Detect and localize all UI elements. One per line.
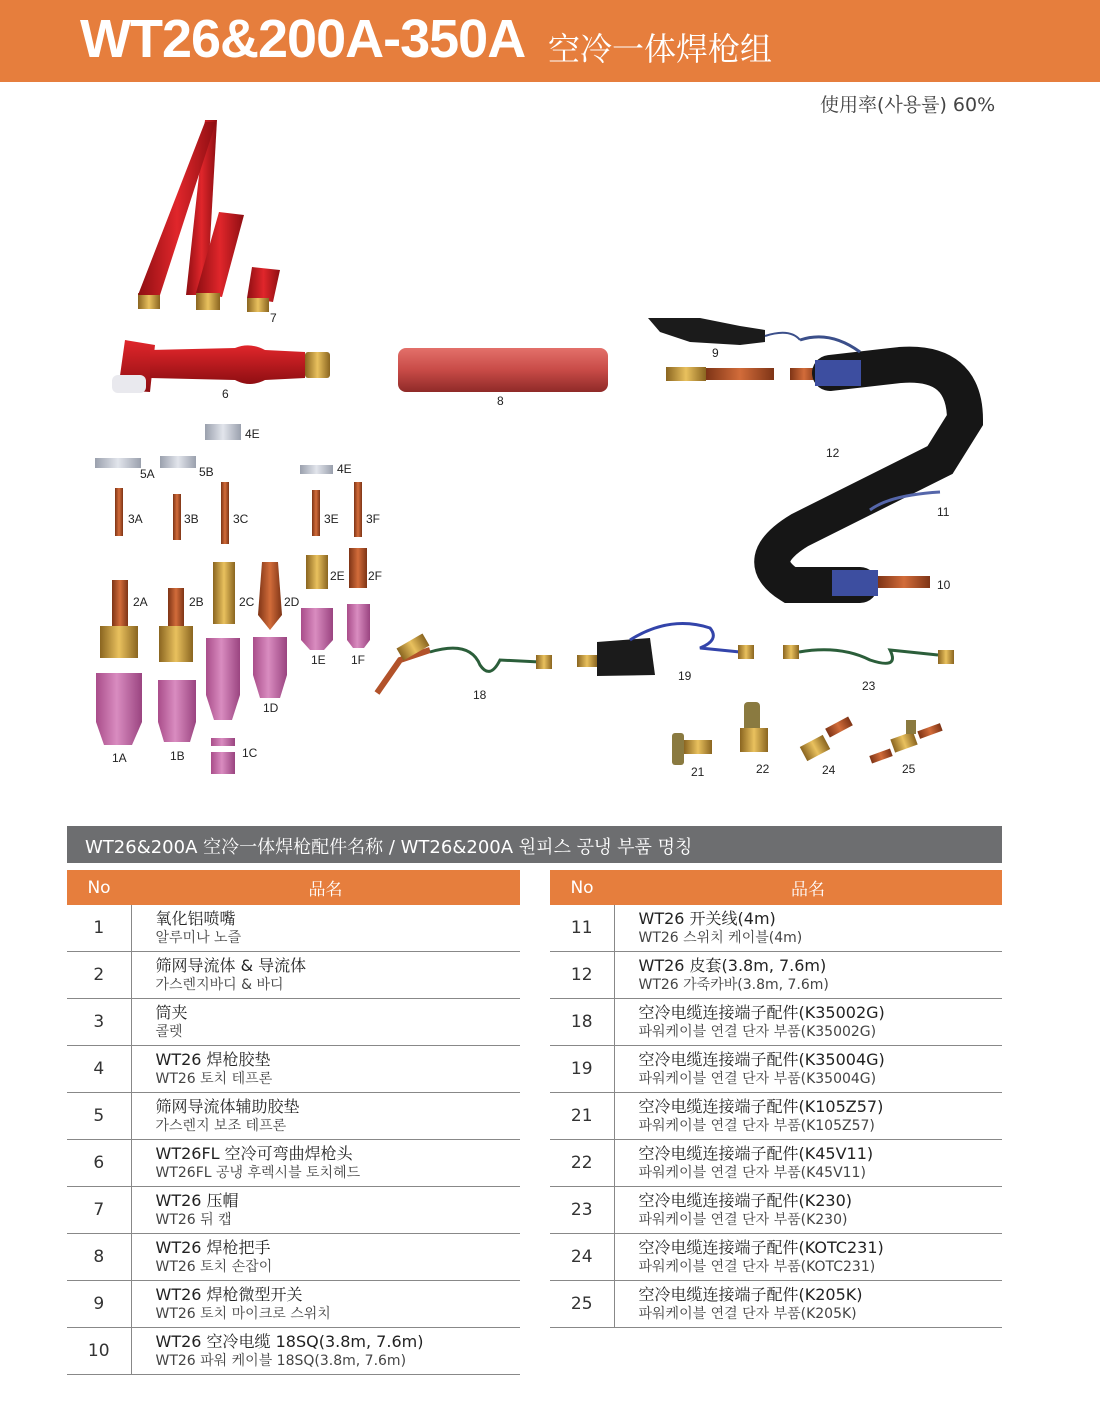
nozzle-1a — [96, 673, 142, 745]
part-number: 3 — [67, 999, 131, 1046]
part-number: 9 — [67, 1281, 131, 1328]
part-name-cell — [614, 1281, 1002, 1328]
part-name-korean: WT26 토치 마이크로 스위치 — [155, 1306, 331, 1322]
part-name-chinese: WT26 皮套(3.8m, 7.6m) — [638, 956, 827, 975]
gasket-4e-top — [205, 424, 241, 440]
part-name-korean: 파워케이블 연결 단자 부품(K35004G) — [638, 1071, 877, 1087]
part-name-cell — [614, 952, 1002, 999]
nozzle-1e — [301, 608, 333, 650]
part-name-korean: 파워케이블 연결 단자 부품(K205K) — [638, 1306, 857, 1322]
title-sub: 空冷一体焊枪组 — [548, 30, 773, 68]
part-number: 1 — [67, 905, 131, 952]
table-header-row — [67, 870, 520, 905]
part-number: 8 — [67, 1234, 131, 1281]
table-row — [550, 999, 1002, 1046]
label-23: 23 — [862, 679, 876, 693]
body-2e — [306, 555, 328, 589]
part-name-chinese: WT26 焊枪微型开关 — [155, 1285, 303, 1304]
label-12: 12 — [826, 446, 840, 460]
part-name-korean: 파워케이블 연결 단자 부품(K45V11) — [638, 1165, 866, 1181]
part-name-korean: WT26 뒤 캡 — [155, 1212, 232, 1228]
part-name-korean: WT26 파워 케이블 18SQ(3.8m, 7.6m) — [155, 1353, 407, 1369]
table-row — [550, 905, 1002, 952]
label-25: 25 — [902, 762, 916, 776]
label-1f: 1F — [351, 653, 366, 667]
label-3c: 3C — [233, 512, 249, 526]
connector-k105z57 — [672, 733, 712, 765]
label-3b: 3B — [184, 512, 199, 526]
parts-table-left — [67, 870, 520, 1375]
table-row — [550, 952, 1002, 999]
table-row — [67, 1234, 520, 1281]
part-name-chinese: 氧化铝喷嘴 — [155, 909, 236, 928]
label-9: 9 — [712, 346, 719, 360]
part-name-cell — [131, 1234, 520, 1281]
label-8: 8 — [497, 394, 504, 408]
nozzle-1b — [158, 680, 196, 742]
part-name-chinese: WT26 压帽 — [155, 1191, 239, 1210]
part-name-cell — [614, 905, 1002, 952]
part-name-korean: WT26 가죽카바(3.8m, 7.6m) — [638, 977, 829, 993]
part-name-korean: WT26FL 공냉 후렉시블 토치헤드 — [155, 1165, 361, 1181]
part-name-chinese: WT26 空冷电缆 18SQ(3.8m, 7.6m) — [155, 1332, 424, 1351]
table-row — [550, 1140, 1002, 1187]
part-name-cell — [131, 1281, 520, 1328]
part-number: 23 — [550, 1187, 614, 1234]
page-header — [0, 0, 1100, 82]
table-row — [550, 1281, 1002, 1328]
label-2b: 2B — [189, 595, 204, 609]
gas-lens-body-2b — [159, 588, 193, 662]
label-7: 7 — [270, 311, 277, 325]
part-name-cell — [131, 1046, 520, 1093]
part-name-cell — [614, 1140, 1002, 1187]
part-name-korean: 가스렌지바디 & 바디 — [155, 977, 284, 993]
title-main: WT26&200A-350A — [80, 9, 526, 69]
parts-diagram — [0, 110, 1100, 810]
connector-k205k — [869, 720, 942, 764]
part-name-cell — [614, 1187, 1002, 1234]
label-18: 18 — [473, 688, 487, 702]
column-header-no: No — [550, 870, 614, 905]
collet-3f — [354, 482, 362, 537]
table-row — [550, 1187, 1002, 1234]
connector-k45v11 — [740, 702, 768, 752]
column-header-name: 品名 — [614, 870, 1002, 905]
connector-kotc231 — [800, 716, 853, 761]
part-number: 22 — [550, 1140, 614, 1187]
label-1b: 1B — [170, 749, 185, 763]
label-3e: 3E — [324, 512, 339, 526]
body-2d — [258, 562, 282, 630]
nozzle-1f — [347, 604, 370, 648]
part-name-chinese: 空冷电缆连接端子配件(K35004G) — [638, 1050, 885, 1069]
nozzle-1d — [253, 637, 287, 698]
label-4e: 4E — [337, 462, 352, 476]
label-1d: 1D — [263, 701, 279, 715]
part-name-cell — [131, 1328, 520, 1375]
part-name-korean: 파워케이블 연결 단자 부품(KOTC231) — [638, 1259, 876, 1275]
part-name-chinese: 空冷电缆连接端子配件(K230) — [638, 1191, 853, 1210]
part-name-cell — [614, 999, 1002, 1046]
table-row — [67, 1328, 520, 1375]
part-name-chinese: 空冷电缆连接端子配件(K205K) — [638, 1285, 863, 1304]
table-row — [67, 1046, 520, 1093]
label-2c: 2C — [239, 595, 255, 609]
label-19: 19 — [678, 669, 692, 683]
part-number: 24 — [550, 1234, 614, 1281]
label-2a: 2A — [133, 595, 148, 609]
part-name-cell — [614, 1046, 1002, 1093]
gasket-4e — [300, 465, 333, 474]
part-number: 2 — [67, 952, 131, 999]
label-3a: 3A — [128, 512, 143, 526]
torch-handle — [398, 348, 608, 392]
table-row — [67, 1187, 520, 1234]
part-name-korean: 알루미나 노즐 — [155, 930, 242, 946]
part-name-korean: 파워케이블 연결 단자 부품(K230) — [638, 1212, 848, 1228]
part-name-cell — [131, 1093, 520, 1140]
brass-nut — [666, 367, 706, 381]
table-row — [550, 1234, 1002, 1281]
column-header-name: 品名 — [131, 870, 520, 905]
table-row — [67, 905, 520, 952]
part-number: 18 — [550, 999, 614, 1046]
part-number: 25 — [550, 1281, 614, 1328]
part-name-chinese: 筒夹 — [155, 1003, 188, 1022]
micro-switch — [648, 318, 800, 345]
label-21: 21 — [691, 765, 705, 779]
part-number: 6 — [67, 1140, 131, 1187]
duty-cycle: 使用率(사용률) 60% — [820, 94, 996, 116]
part-number: 4 — [67, 1046, 131, 1093]
body-2c — [213, 562, 235, 624]
label-1e: 1E — [311, 653, 326, 667]
table-row — [67, 952, 520, 999]
table-row — [550, 1046, 1002, 1093]
label-11: 11 — [937, 505, 950, 519]
label-2e: 2E — [330, 569, 345, 583]
parts-table-right — [550, 870, 1002, 1328]
collet-3b — [173, 494, 181, 540]
part-name-cell — [131, 999, 520, 1046]
table-row — [67, 1093, 520, 1140]
part-name-cell — [131, 1187, 520, 1234]
connector-k230 — [783, 645, 954, 664]
part-name-cell — [614, 1093, 1002, 1140]
part-name-chinese: 空冷电缆连接端子配件(K45V11) — [638, 1144, 874, 1163]
body-2f — [349, 548, 367, 588]
part-number: 11 — [550, 905, 614, 952]
part-name-korean: WT26 스위치 케이블(4m) — [638, 930, 803, 946]
gas-lens-body-2a — [100, 580, 138, 658]
label-5b: 5B — [199, 465, 214, 479]
table-header-row — [550, 870, 1002, 905]
part-name-korean: 가스렌지 보조 테프론 — [155, 1118, 287, 1134]
connector-k35004g — [577, 624, 754, 676]
part-name-cell — [614, 1234, 1002, 1281]
copper-rod — [706, 368, 774, 380]
column-header-no: No — [67, 870, 131, 905]
part-name-chinese: 空冷电缆连接端子配件(K35002G) — [638, 1003, 885, 1022]
gasket-5a — [95, 458, 141, 468]
label-3f: 3F — [366, 512, 381, 526]
part-name-chinese: 筛网导流体辅助胶垫 — [155, 1097, 300, 1116]
label-24: 24 — [822, 763, 836, 777]
label-10: 10 — [937, 578, 951, 592]
table-row — [67, 1281, 520, 1328]
part-number: 10 — [67, 1328, 131, 1375]
table-row — [550, 1093, 1002, 1140]
part-number: 19 — [550, 1046, 614, 1093]
section-bar — [67, 826, 1002, 863]
label-1c: 1C — [242, 746, 258, 760]
label-6: 6 — [222, 387, 229, 401]
back-cap-short — [247, 267, 280, 312]
part-number: 12 — [550, 952, 614, 999]
part-number: 21 — [550, 1093, 614, 1140]
part-name-cell — [131, 1140, 520, 1187]
part-name-chinese: 筛网导流体 & 导流体 — [155, 956, 307, 975]
part-name-chinese: 空冷电缆连接端子配件(K105Z57) — [638, 1097, 884, 1116]
torch-head — [112, 340, 330, 393]
part-number: 5 — [67, 1093, 131, 1140]
part-name-korean: WT26 토치 손잡이 — [155, 1259, 273, 1275]
part-name-chinese: WT26 焊枪把手 — [155, 1238, 271, 1257]
label-4e-top: 4E — [245, 427, 260, 441]
part-name-cell — [131, 952, 520, 999]
label-1a: 1A — [112, 751, 127, 765]
connector-k35002g — [377, 633, 552, 693]
part-name-chinese: WT26 焊枪胶垫 — [155, 1050, 271, 1069]
label-2d: 2D — [284, 595, 300, 609]
gasket-5b — [160, 456, 196, 468]
table-row — [67, 1140, 520, 1187]
part-name-korean: 파워케이블 연결 단자 부품(K105Z57) — [638, 1118, 875, 1134]
section-title: WT26&200A 空冷一体焊枪配件名称 / WT26&200A 원피스 공냉 부품 명칭 — [85, 837, 693, 858]
part-name-chinese: 空冷电缆连接端子配件(KOTC231) — [638, 1238, 884, 1257]
label-2f: 2F — [368, 569, 383, 583]
part-name-korean: 콜렛 — [155, 1024, 183, 1040]
table-row — [67, 999, 520, 1046]
part-number: 7 — [67, 1187, 131, 1234]
collet-3e — [312, 490, 320, 536]
collet-3a — [115, 488, 123, 536]
nozzle-1c — [206, 638, 240, 774]
part-name-chinese: WT26 开关线(4m) — [638, 909, 776, 928]
label-22: 22 — [756, 762, 770, 776]
part-name-cell — [131, 905, 520, 952]
part-name-chinese: WT26FL 空冷可弯曲焊枪头 — [155, 1144, 353, 1163]
label-5a: 5A — [140, 467, 155, 481]
part-name-korean: 파워케이블 연결 단자 부품(K35002G) — [638, 1024, 877, 1040]
part-name-korean: WT26 토치 테프론 — [155, 1071, 273, 1087]
collet-3c — [221, 482, 229, 544]
